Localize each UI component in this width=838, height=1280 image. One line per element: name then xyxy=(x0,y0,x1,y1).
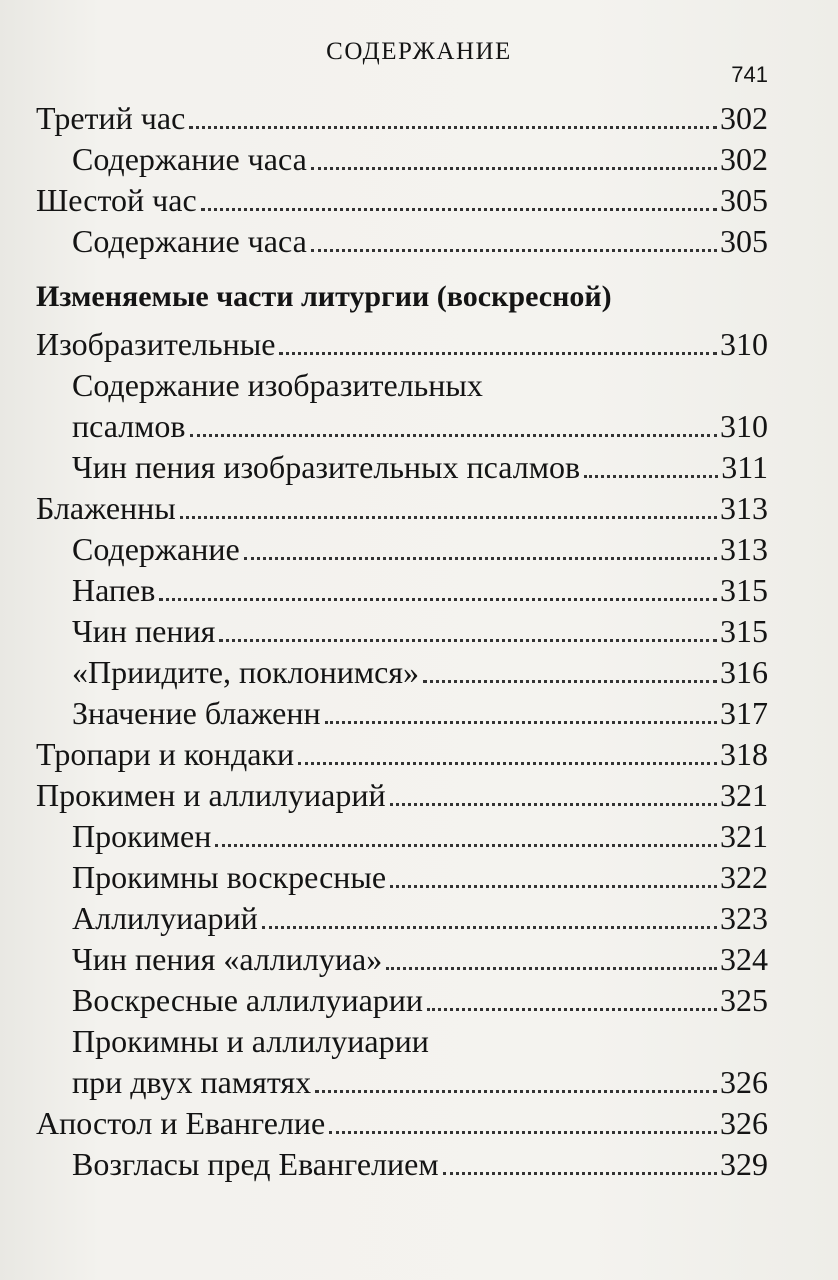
toc-entry-title: Воскресные аллилуиарии xyxy=(72,982,424,1018)
toc-entry-page: 315 xyxy=(720,572,768,608)
toc-entry xyxy=(0,1059,838,1100)
toc-entry-page: 305 xyxy=(720,182,768,218)
toc-entry xyxy=(0,649,838,690)
dot-leader xyxy=(201,208,717,211)
toc-entry-page: 305 xyxy=(720,223,768,259)
toc-entry-title: Аллилуиарий xyxy=(72,900,258,936)
toc-entry-title: Прокимны и аллилуиарии xyxy=(72,1023,429,1059)
toc-entry-page: 317 xyxy=(720,695,768,731)
toc-entry-title: Третий час xyxy=(36,100,186,136)
toc-entry-title: «Приидите, поклонимся» xyxy=(72,654,420,690)
toc-entry xyxy=(0,772,838,813)
toc-entry xyxy=(0,95,838,136)
toc-entry-title: при двух памятях xyxy=(72,1064,312,1100)
dot-leader xyxy=(423,680,717,683)
toc-entry-title: Содержание изобразительных xyxy=(72,367,483,403)
dot-leader xyxy=(189,126,717,129)
dot-leader xyxy=(244,557,717,560)
toc-top-list xyxy=(0,95,838,259)
toc-entry-title: Прокимен xyxy=(72,818,212,854)
section-heading: Изменяемые части литургии (воскресной) xyxy=(36,280,612,313)
toc-entry xyxy=(0,731,838,772)
dot-leader xyxy=(386,967,717,970)
toc-entry xyxy=(0,218,838,259)
dot-leader xyxy=(329,1131,717,1134)
toc-entry xyxy=(0,936,838,977)
toc-entry-page: 313 xyxy=(720,490,768,526)
toc-entry-page: 311 xyxy=(721,449,768,485)
dot-leader xyxy=(190,434,717,437)
toc-entry xyxy=(0,895,838,936)
toc-entry-page: 325 xyxy=(720,982,768,1018)
toc-entry-title: Чин пения xyxy=(72,613,216,649)
toc-entry xyxy=(0,136,838,177)
toc-entry-title: Шестой час xyxy=(36,182,197,218)
table-of-contents xyxy=(0,95,838,1182)
toc-entry xyxy=(0,321,838,362)
toc-entry-title: Значение блаженн xyxy=(72,695,321,731)
toc-entry-page: 323 xyxy=(720,900,768,936)
dot-leader xyxy=(215,844,717,847)
dot-leader xyxy=(311,167,717,170)
toc-entry xyxy=(0,977,838,1018)
toc-entry-title: Чин пения «аллилуиа» xyxy=(72,941,383,977)
toc-entry-title: Прокимен и аллилуиарий xyxy=(36,777,386,813)
toc-entry xyxy=(0,854,838,895)
toc-entry-page: 318 xyxy=(720,736,768,772)
toc-entry-title: Содержание часа xyxy=(72,223,307,259)
toc-entry-page: 302 xyxy=(720,141,768,177)
dot-leader xyxy=(315,1090,717,1093)
dot-leader xyxy=(262,926,717,929)
toc-entry-page: 316 xyxy=(720,654,768,690)
toc-entry-title: Чин пения изобразительных псалмов xyxy=(72,449,581,485)
toc-entry-page: 310 xyxy=(720,326,768,362)
dot-leader xyxy=(298,762,717,765)
page-number: 741 xyxy=(731,62,768,87)
toc-entry-title: Изобразительные xyxy=(36,326,276,362)
toc-entry-title: Апостол и Евангелие xyxy=(36,1105,326,1141)
toc-entry xyxy=(0,608,838,649)
toc-entry-title: Блаженны xyxy=(36,490,176,526)
toc-entry-page: 321 xyxy=(720,818,768,854)
dot-leader xyxy=(443,1172,717,1175)
toc-entry-title: Содержание часа xyxy=(72,141,307,177)
toc-entry-page: 313 xyxy=(720,531,768,567)
dot-leader xyxy=(180,516,717,519)
toc-entry-page: 326 xyxy=(720,1105,768,1141)
dot-leader xyxy=(279,352,717,355)
dot-leader xyxy=(427,1008,717,1011)
toc-entry xyxy=(0,813,838,854)
toc-entry-page: 315 xyxy=(720,613,768,649)
toc-entry-page: 302 xyxy=(720,100,768,136)
toc-entry-page: 310 xyxy=(720,408,768,444)
toc-entry-page: 322 xyxy=(720,859,768,895)
dot-leader xyxy=(390,803,717,806)
toc-entry-page: 324 xyxy=(720,941,768,977)
dot-leader xyxy=(159,598,717,601)
toc-entry-title: Возгласы пред Евангелием xyxy=(72,1146,439,1182)
toc-entry-title: Содержание xyxy=(72,531,240,567)
toc-entry-title: Прокимны воскресные xyxy=(72,859,387,895)
toc-entry xyxy=(0,362,838,403)
toc-section-list xyxy=(0,321,838,1182)
dot-leader xyxy=(311,249,717,252)
toc-entry-page: 326 xyxy=(720,1064,768,1100)
toc-entry xyxy=(0,567,838,608)
dot-leader xyxy=(325,721,717,724)
toc-entry xyxy=(0,1018,838,1059)
running-head: СОДЕРЖАНИЕ xyxy=(326,38,512,65)
dot-leader xyxy=(219,639,717,642)
toc-entry xyxy=(0,403,838,444)
toc-entry xyxy=(0,690,838,731)
toc-entry-title: Тропари и кондаки xyxy=(36,736,295,772)
toc-entry xyxy=(0,1141,838,1182)
dot-leader xyxy=(390,885,717,888)
toc-entry xyxy=(0,485,838,526)
toc-entry-page: 329 xyxy=(720,1146,768,1182)
toc-entry xyxy=(0,177,838,218)
toc-entry xyxy=(0,444,838,485)
toc-entry-page: 321 xyxy=(720,777,768,813)
toc-entry xyxy=(0,526,838,567)
dot-leader xyxy=(584,475,718,478)
toc-entry-title: Напев xyxy=(72,572,156,608)
toc-entry-title: псалмов xyxy=(72,408,186,444)
toc-entry xyxy=(0,1100,838,1141)
